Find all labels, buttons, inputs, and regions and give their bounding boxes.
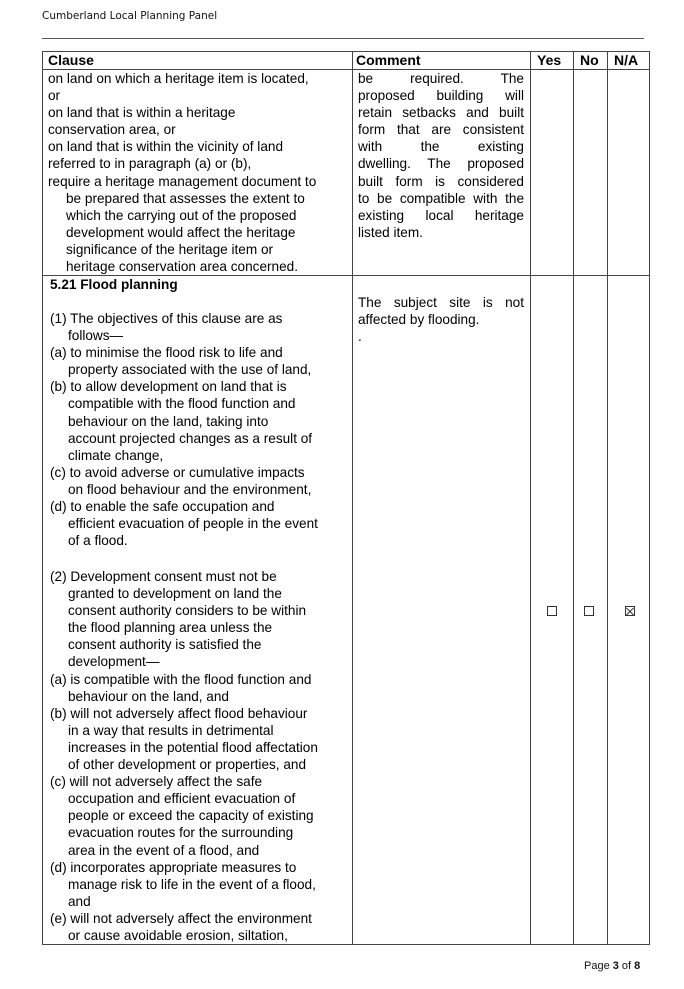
col-header-no: No <box>580 52 599 68</box>
clause-line: conservation area, or <box>48 122 176 138</box>
clause-line: manage risk to life in the event of a flood, <box>68 876 316 892</box>
clause-line: heritage conservation area concerned. <box>66 259 298 275</box>
column-divider <box>573 52 574 944</box>
clause-line: efficient evacuation of people in the event <box>68 516 318 532</box>
row2-comment <box>358 294 524 345</box>
clause-line: on land that is within a heritage <box>48 105 236 121</box>
clause-line: development— <box>68 654 160 670</box>
comment-line: dwelling. The proposed <box>358 156 524 172</box>
total-pages: 8 <box>634 960 641 972</box>
row1-comment <box>358 70 524 241</box>
clause-line: climate change, <box>68 447 164 463</box>
clause-line: (e) will not adversely affect the environment <box>50 910 312 926</box>
comment-line: built form is considered <box>358 173 524 189</box>
clause-line: on land that is within the vicinity of land <box>48 139 284 155</box>
comment-line: proposed building will <box>358 88 524 104</box>
clause-line: behaviour on the land, taking into <box>68 413 269 429</box>
comment-line: listed item. <box>358 224 423 240</box>
comment-line: The subject site is not <box>358 295 524 310</box>
clause-line: referred to in paragraph (a) or (b), <box>48 156 252 172</box>
clause-table <box>42 51 650 945</box>
clause-line: (2) Development consent must not be <box>50 569 277 584</box>
clause-line: significance of the heritage item or <box>66 241 274 257</box>
clause-line: behaviour on the land, and <box>68 688 229 704</box>
clause-line: which the carrying out of the proposed <box>66 207 297 223</box>
page-prefix: Page <box>584 960 613 972</box>
comment-line: to be compatible with the <box>358 190 524 206</box>
clause-line: (a) is compatible with the flood function and <box>50 671 312 687</box>
clause-line: (b) will not adversely affect flood behaviour <box>50 705 308 721</box>
no-checkbox[interactable] <box>584 606 594 616</box>
col-header-yes: Yes <box>537 52 562 68</box>
clause-line: on land on which a heritage item is located, <box>48 71 309 86</box>
page-middle: of <box>618 960 635 972</box>
comment-line: affected by flooding. <box>358 312 480 328</box>
column-divider <box>607 52 608 944</box>
clause-line: property associated with the use of land, <box>68 362 312 378</box>
yes-checkbox[interactable] <box>547 606 557 616</box>
comment-line: existing local heritage <box>358 207 524 223</box>
clause-line: in a way that results in detrimental <box>68 722 274 738</box>
clause-line: consent authority is satisfied the <box>68 637 262 653</box>
comment-line: retain setbacks and built <box>358 105 524 121</box>
clause-line: (c) will not adversely affect the safe <box>50 774 263 790</box>
clause-line: (c) to avoid adverse or cumulative impacts <box>50 464 305 480</box>
clause-line: require a heritage management document to <box>48 173 317 189</box>
header-divider <box>42 38 644 39</box>
clause-line: follows— <box>68 328 124 344</box>
clause-line: (a) to minimise the flood risk to life and <box>50 345 283 361</box>
comment-line: with the existing <box>358 139 524 155</box>
col-header-na: N/A <box>614 52 639 68</box>
col-header-comment: Comment <box>356 52 421 68</box>
clause-line: (1) The objectives of this clause are as <box>50 311 283 326</box>
clause-line: or <box>48 88 61 104</box>
column-divider <box>352 52 353 944</box>
comment-line: . <box>358 329 362 345</box>
clause-line: of a flood. <box>68 533 128 549</box>
clause-line: area in the event of a flood, and <box>68 842 260 858</box>
document-header: Cumberland Local Planning Panel <box>42 10 218 22</box>
comment-line: be required. The <box>358 71 524 86</box>
row2-clause-consent <box>50 568 318 944</box>
clause-line: evacuation routes for the surrounding <box>68 825 294 841</box>
clause-line: the flood planning area unless the <box>68 620 273 636</box>
clause-line: account projected changes as a result of <box>68 430 313 446</box>
current-page: 3 <box>612 960 619 972</box>
section-title: 5.21 Flood planning <box>50 277 178 292</box>
row2-clause-objectives <box>50 310 318 549</box>
column-divider <box>530 52 531 944</box>
col-header-clause: Clause <box>48 52 94 68</box>
clause-line: or cause avoidable erosion, siltation, <box>68 927 288 943</box>
clause-line: consent authority considers to be within <box>68 603 307 619</box>
clause-line: (b) to allow development on land that is <box>50 379 287 395</box>
comment-line: form that are consistent <box>358 122 524 138</box>
clause-line: occupation and efficient evacuation of <box>68 791 296 807</box>
na-checkbox-checked[interactable] <box>625 606 635 616</box>
clause-line: (d) incorporates appropriate measures to <box>50 859 297 875</box>
row1-clause <box>48 70 316 275</box>
clause-line: increases in the potential flood affectation <box>68 739 318 755</box>
clause-line: be prepared that assesses the extent to <box>66 190 305 206</box>
clause-line: on flood behaviour and the environment, <box>68 481 312 497</box>
clause-line: people or exceed the capacity of existing <box>68 808 314 824</box>
clause-line: of other development or properties, and <box>68 757 307 773</box>
clause-line: compatible with the flood function and <box>68 396 296 412</box>
clause-line: and <box>68 893 91 909</box>
page-number <box>584 960 640 972</box>
clause-line: granted to development on land the <box>68 586 282 602</box>
clause-line: (d) to enable the safe occupation and <box>50 499 275 515</box>
clause-line: development would affect the heritage <box>66 224 296 240</box>
